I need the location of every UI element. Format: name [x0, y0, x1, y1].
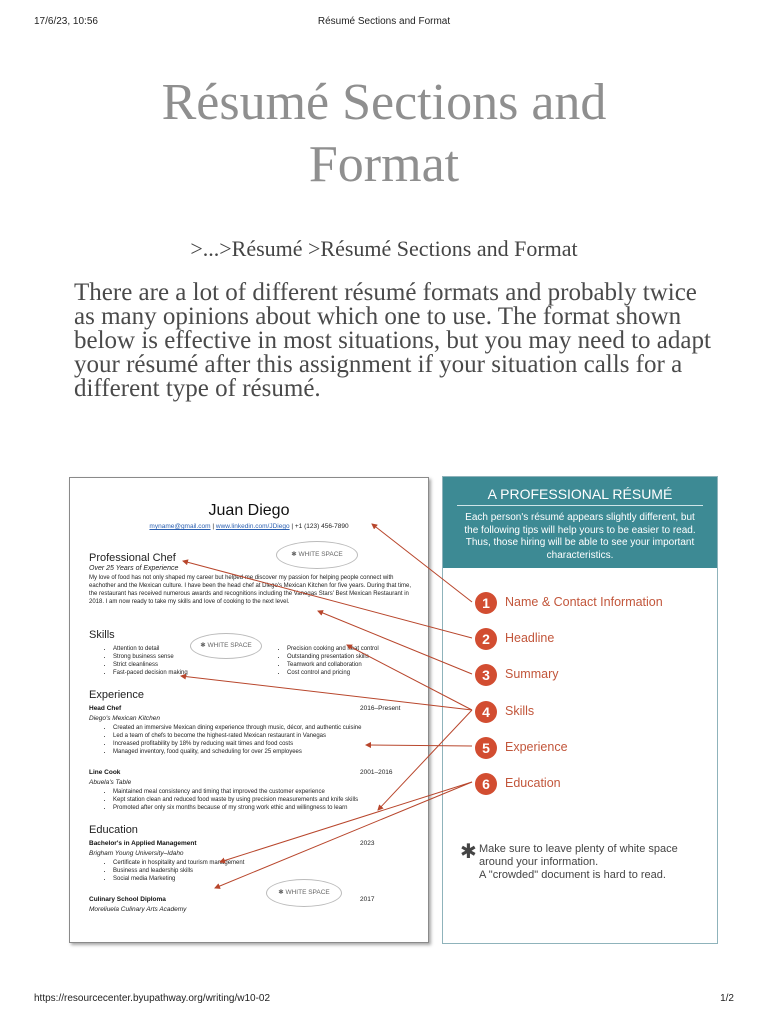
list-item: • Strict cleanliness — [113, 661, 213, 669]
step-number: 6 — [475, 773, 497, 795]
list-item: • Cost control and pricing — [287, 669, 427, 677]
resume-job1-dates: 2016–Present — [360, 705, 401, 712]
resume-job2-company: Abuela's Table — [89, 779, 132, 786]
asterisk-icon: ✱ — [460, 839, 477, 863]
white-space-badge: ✱ WHITE SPACE — [190, 633, 262, 659]
list-item: • Promoted after only six months because of my strong work ethic and willingness to learn — [113, 804, 433, 812]
step-number: 3 — [475, 664, 497, 686]
print-page-number: 1/2 — [720, 993, 734, 1004]
panel-title: A PROFESSIONAL RÉSUMÉ — [487, 486, 673, 502]
resume-email: myname@gmail.com — [149, 523, 211, 530]
arrow-education-1 — [220, 782, 472, 862]
resume-contact: myname@gmail.com | www.linkedin.com/JDiego | +1 (123) 456-7890 — [149, 523, 349, 530]
tip-line: around your information. — [479, 856, 599, 868]
list-item: • Kept station clean and reduced food waste by using precision measurements and knife skills — [113, 796, 433, 804]
arrow-education-2 — [215, 782, 472, 888]
resume-name: Juan Diego — [208, 502, 290, 519]
step-label: Name & Contact Information — [505, 595, 663, 609]
arrow-name-contact — [372, 524, 472, 602]
print-page-title: Résumé Sections and Format — [317, 16, 451, 27]
step-label: Headline — [505, 631, 555, 645]
resume-edu1-title: Bachelor's in Applied Management — [89, 840, 197, 847]
list-item: • Increased profitability by 18% by reducing wait times and food costs — [113, 740, 433, 748]
arrow-headline — [183, 561, 472, 638]
resume-skills-heading: Skills — [89, 629, 115, 641]
resume-experience-heading: Experience — [89, 689, 145, 701]
page-title-line1: Résumé Sections and — [161, 74, 607, 131]
resume-edu1-year: 2023 — [360, 840, 375, 847]
tip-line: A "crowded" document is hard to read. — [479, 869, 666, 881]
step-number: 1 — [475, 592, 497, 614]
resume-edu2-year: 2017 — [360, 896, 375, 903]
resume-edu2-title: Culinary School Diploma — [89, 896, 166, 903]
step-number: 5 — [475, 737, 497, 759]
list-item: • Outstanding presentation skills — [287, 653, 427, 661]
tip-line: Make sure to leave plenty of white space — [479, 843, 678, 855]
arrow-skills-bottom — [378, 710, 472, 810]
print-url: https://resourcecenter.byupathway.org/writing/w10-02 — [34, 993, 271, 1004]
resume-phone: +1 (123) 456-7890 — [294, 523, 349, 530]
resume-job2-title: Line Cook — [89, 769, 121, 776]
resume-edu1-school: Brigham Young University–Idaho — [89, 850, 184, 857]
intro-paragraph: There are a lot of different résumé formats and probably twice as many opinions about which one to use. The format shown below is effective in most situations, but you may need to adapt your résumé after this assignment if your situation calls for a different type of résumé. — [74, 279, 711, 402]
arrow-skills-left — [181, 676, 472, 710]
list-item: • Social media Marketing — [113, 875, 313, 883]
white-space-badge: ✱ WHITE SPACE — [276, 541, 358, 569]
white-space-badge: ✱ WHITE SPACE — [266, 879, 342, 907]
list-item: • Fast-paced decision making — [113, 669, 213, 677]
step-number: 4 — [475, 701, 497, 723]
white-space-label: WHITE SPACE — [298, 551, 343, 558]
white-space-label: WHITE SPACE — [285, 889, 330, 896]
print-datetime: 17/6/23, 10:56 — [34, 16, 98, 27]
step-label: Education — [505, 776, 561, 790]
step-label: Summary — [505, 667, 559, 681]
resume-job2-dates: 2001–2016 — [360, 769, 393, 776]
resume-linkedin: www.linkedin.com/JDiego — [215, 523, 290, 530]
step-label: Skills — [505, 704, 535, 718]
arrow-skills-right — [347, 645, 472, 710]
list-item: • Strong business sense — [113, 653, 213, 661]
list-item: • Led a team of chefs to become the highest-rated Mexican restaurant in Vanegas — [113, 732, 433, 740]
resume-headline: Professional Chef — [89, 552, 176, 564]
step-label: Experience — [505, 740, 568, 754]
list-item: • Created an immersive Mexican dining experience through music, décor, and authentic cuisine — [113, 724, 433, 732]
list-item: • Certificate in hospitality and tourism management — [113, 859, 313, 867]
resume-edu2-school: Moreliuela Culinary Arts Academy — [89, 906, 187, 913]
white-space-label: WHITE SPACE — [207, 642, 252, 649]
list-item: • Precision cooking and heat control — [287, 645, 427, 653]
breadcrumb[interactable]: >...>Résumé >Résumé Sections and Format — [190, 236, 578, 261]
resume-summary: My love of food has not only shaped my career but helped me discover my passion for helping people connect with eachother and the Mexican culture. I have been the head chef at Diego's Mexican Kitchen for five years. During that time, the restaurant has received numerous awards and recognitions including the Vanegas Stars' Best Mexican Restaurant in 2018. I am now ready to take my skills and love of cooking to the next level. — [89, 575, 411, 605]
resume-headline-sub: Over 25 Years of Experience — [89, 565, 179, 572]
list-item: • Attention to detail — [113, 645, 213, 653]
resume-education-heading: Education — [89, 824, 138, 836]
list-item: • Teamwork and collaboration — [287, 661, 427, 669]
arrow-experience — [366, 745, 472, 746]
panel-description: Each person's résumé appears slightly different, but the following tips will help yours to be easier to read. Thus, those hiring will be able to see your important characteristics. — [464, 512, 696, 561]
page-title-line2: Format — [308, 136, 460, 193]
list-item: • Maintained meal consistency and timing that improved the customer experience — [113, 788, 433, 796]
resume-job1-company: Diego's Mexican Kitchen — [89, 715, 160, 722]
step-number: 2 — [475, 628, 497, 650]
list-item: • Managed inventory, food quality, and scheduling for over 25 employees — [113, 748, 433, 756]
arrow-summary — [318, 611, 472, 674]
list-item: • Business and leadership skills — [113, 867, 313, 875]
resume-job1-title: Head Chef — [89, 705, 122, 712]
